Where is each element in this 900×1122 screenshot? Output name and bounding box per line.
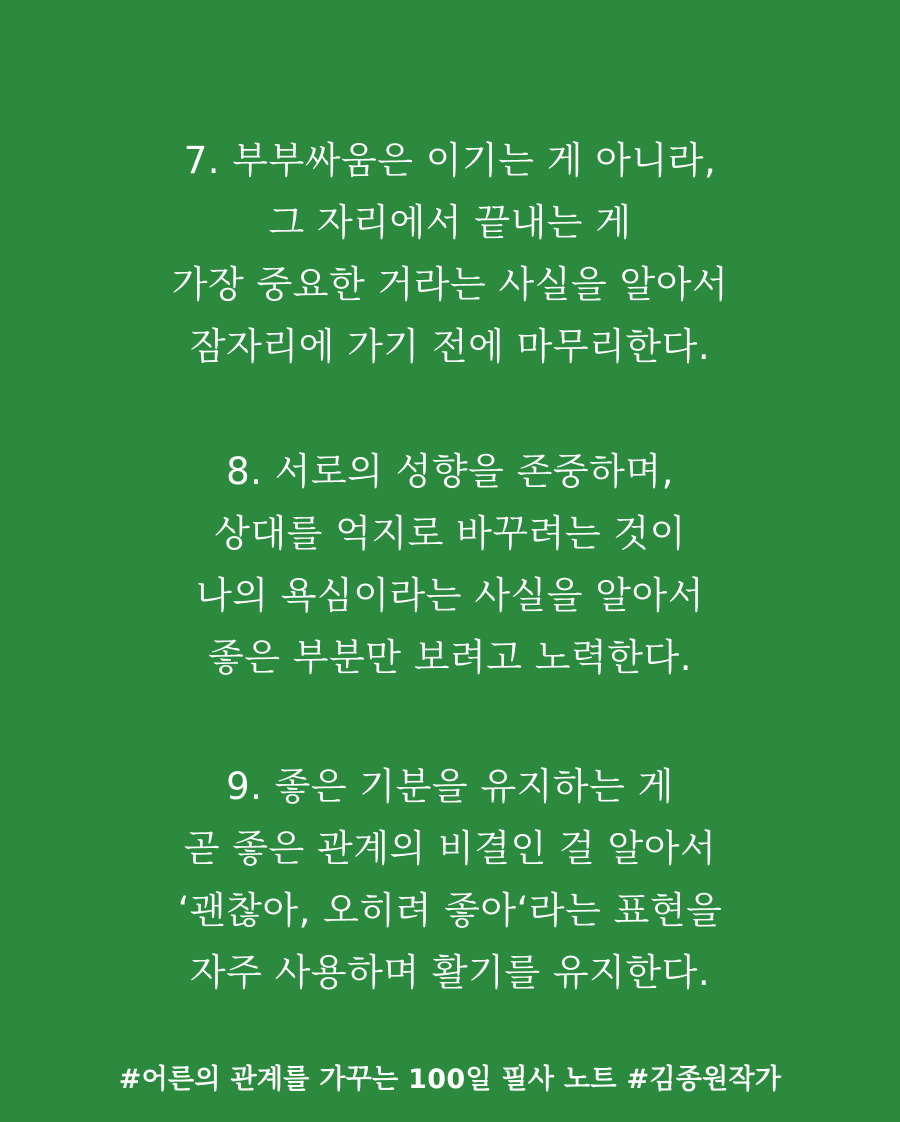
item-9-line-2: 곧 좋은 관계의 비결인 걸 알아서 — [183, 827, 717, 870]
item-7-text-block — [0, 130, 900, 378]
item-9-line-4: 자주 사용하며 활기를 유지한다. — [189, 951, 711, 994]
item-7-line-3: 가장 중요한 거라는 사실을 알아서 — [171, 263, 729, 306]
item-8-line-4: 좋은 부분만 보려고 노력한다. — [208, 636, 692, 679]
item-8-line-1: 8. 서로의 성향을 존중하며, — [226, 450, 674, 493]
item-9-line-1: 9. 좋은 기분을 유지하는 게 — [226, 765, 674, 808]
item-8-line-3: 나의 욕심이라는 사실을 알아서 — [196, 574, 704, 617]
item-8-line-2: 상대를 억지로 바꾸려는 것이 — [214, 512, 686, 555]
item-7-line-4: 잠자리에 가기 전에 마무리한다. — [189, 325, 711, 368]
item-8-text-block — [0, 441, 900, 689]
item-7-line-1: 7. 부부싸움은 이기는 게 아니라, — [183, 139, 717, 182]
item-9-text-block — [0, 756, 900, 1004]
item-9-line-3: ‘괜찮아, 오히려 좋아‘라는 표현을 — [177, 889, 723, 932]
item-7-line-2: 그 자리에서 끝내는 게 — [268, 201, 632, 244]
footer-hashtags: #어른의 관계를 가꾸는 100일 필사 노트 #김종원작가 — [118, 1064, 782, 1095]
